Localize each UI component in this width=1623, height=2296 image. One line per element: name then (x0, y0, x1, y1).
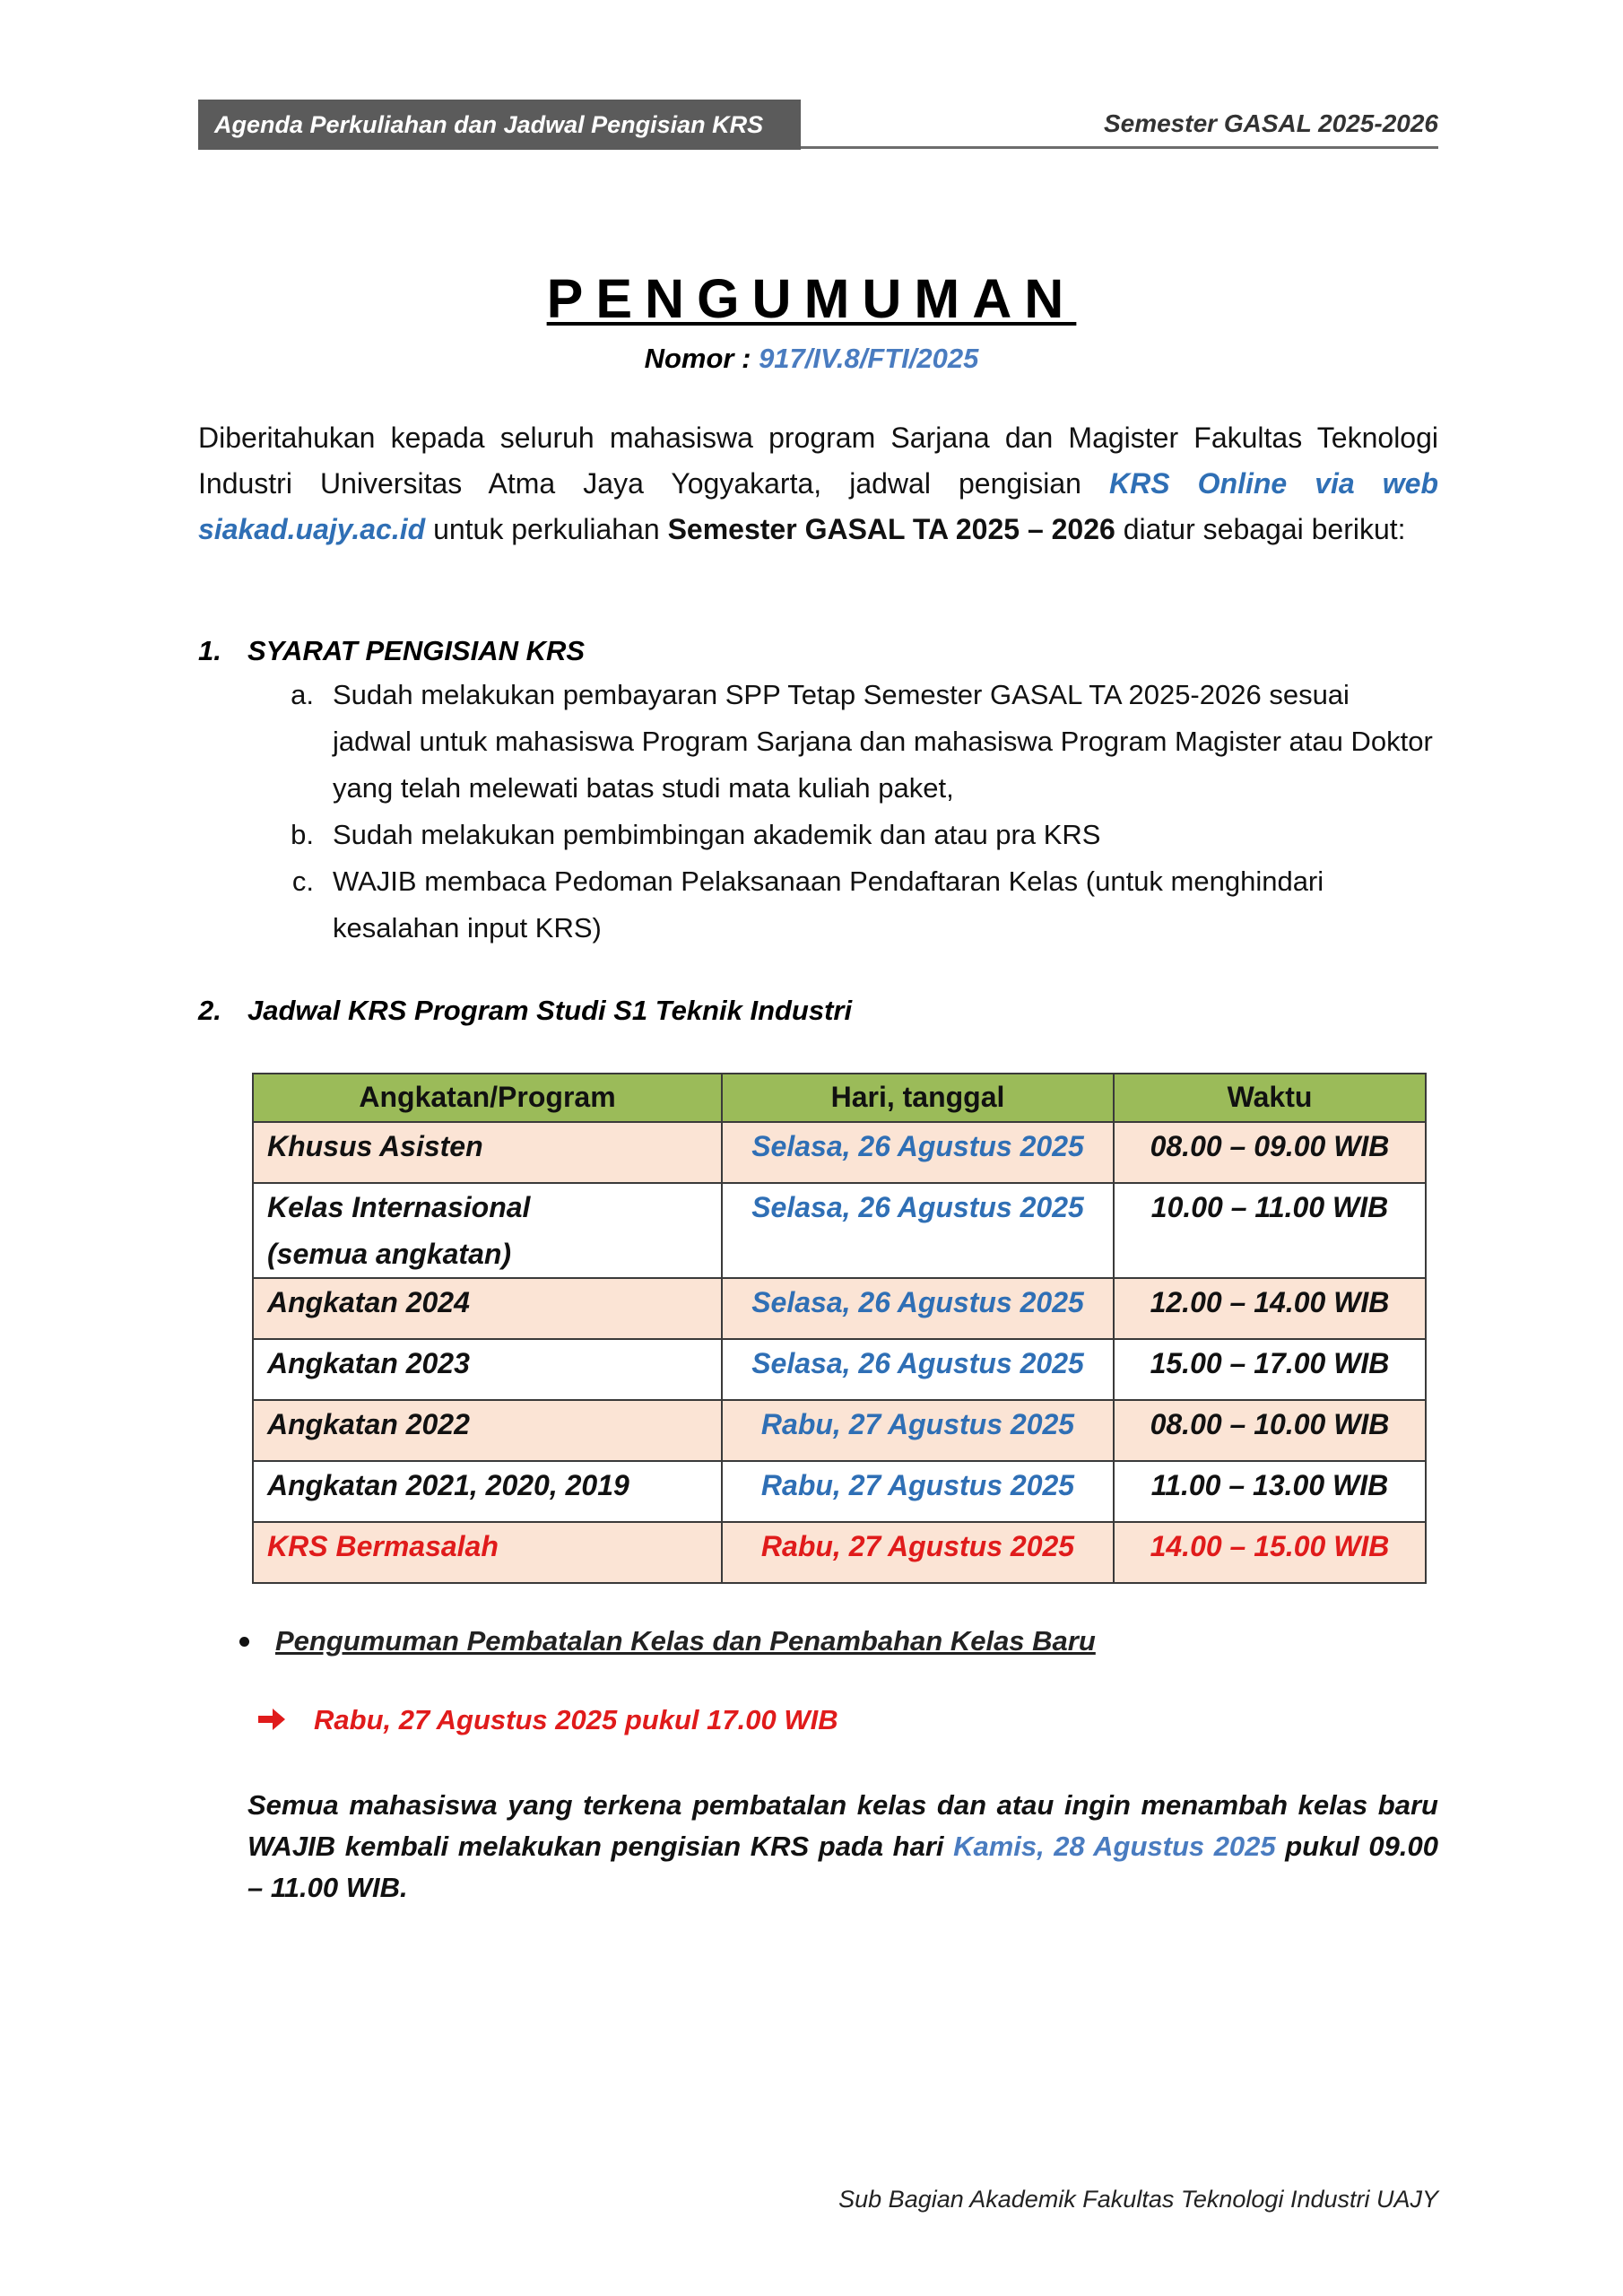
cell-program (253, 1183, 722, 1278)
list-item-text: WAJIB membaca Pedoman Pelaksanaan Pendaftaran Kelas (untuk menghindari kesalahan input KRS) (333, 865, 1324, 944)
page-title-text: PENGUMUMAN (546, 268, 1077, 329)
document-number-label: Nomor : (644, 343, 751, 374)
intro-text-3: diatur sebagai berikut: (1115, 513, 1406, 545)
intro-semester: Semester GASAL TA 2025 – 2026 (667, 513, 1115, 545)
list-item (278, 672, 1435, 812)
list-marker: c. (291, 865, 314, 897)
table-row (253, 1461, 1426, 1522)
cell-date: Selasa, 26 Agustus 2025 (722, 1122, 1114, 1183)
intro-text-2: untuk perkuliahan (425, 513, 668, 545)
list-marker: a. (291, 679, 314, 710)
cell-date: Selasa, 26 Agustus 2025 (722, 1183, 1114, 1278)
closing-paragraph (247, 1785, 1438, 1909)
list-item-text: Sudah melakukan pembimbingan akademik dan atau pra KRS (333, 819, 1101, 850)
intro-paragraph (198, 415, 1438, 552)
cell-time: 12.00 – 14.00 WIB (1114, 1278, 1426, 1339)
table-row (253, 1122, 1426, 1183)
cell-program: Angkatan 2022 (253, 1400, 722, 1461)
list-item (278, 858, 1435, 952)
closing-text-2: pukul 09.00 – 11.00 WIB. (247, 1831, 1438, 1903)
announcement-date: Rabu, 27 Agustus 2025 pukul 17.00 WIB (314, 1704, 838, 1735)
cell-time: 08.00 – 09.00 WIB (1114, 1122, 1426, 1183)
column-header-program: Angkatan/Program (253, 1074, 722, 1122)
cell-program: KRS Bermasalah (253, 1522, 722, 1583)
cell-date: Selasa, 26 Agustus 2025 (722, 1278, 1114, 1339)
cell-date: Rabu, 27 Agustus 2025 (722, 1461, 1114, 1522)
cell-program: Angkatan 2021, 2020, 2019 (253, 1461, 722, 1522)
cell-program: Angkatan 2024 (253, 1278, 722, 1339)
page-title (0, 265, 1623, 333)
section-2-title: Jadwal KRS Program Studi S1 Teknik Industri (247, 995, 853, 1026)
cell-date: Rabu, 27 Agustus 2025 (722, 1522, 1114, 1583)
krs-online-link[interactable]: KRS Online via web siakad.uajy.ac.id (198, 467, 1438, 545)
table-row (253, 1400, 1426, 1461)
cell-program: Khusus Asisten (253, 1122, 722, 1183)
cell-program-line-2: (semua angkatan) (267, 1238, 512, 1270)
cell-time: 15.00 – 17.00 WIB (1114, 1339, 1426, 1400)
cell-date: Rabu, 27 Agustus 2025 (722, 1400, 1114, 1461)
cell-time: 10.00 – 11.00 WIB (1114, 1183, 1426, 1278)
krs-schedule-table (252, 1073, 1427, 1584)
cell-time: 14.00 – 15.00 WIB (1114, 1522, 1426, 1583)
arrow-right-icon (256, 1706, 287, 1737)
document-number (0, 339, 1623, 378)
section-1-number: 1. (198, 635, 221, 666)
table-row (253, 1183, 1426, 1278)
footer-text: Sub Bagian Akademik Fakultas Teknologi Industri UAJY (838, 2186, 1438, 2213)
cell-program-line-1: Kelas Internasional (267, 1191, 531, 1223)
section-2-number: 2. (198, 995, 221, 1026)
announcement-heading: Pengumuman Pembatalan Kelas dan Penambahan Kelas Baru (275, 1625, 1096, 1657)
header-right-label: Semester GASAL 2025-2026 (1103, 109, 1438, 137)
section-1-title: SYARAT PENGISIAN KRS (247, 635, 586, 666)
bullet-icon (239, 1637, 249, 1647)
header-divider (801, 146, 1438, 149)
list-item-text: Sudah melakukan pembayaran SPP Tetap Semester GASAL TA 2025-2026 sesuai jadwal untuk mahasiswa Program Sarjana dan mahasiswa Program Magister atau Doktor yang telah melewati batas studi mata kuliah paket, (333, 679, 1433, 804)
cell-time: 11.00 – 13.00 WIB (1114, 1461, 1426, 1522)
closing-text-1: Semua mahasiswa yang terkena pembatalan kelas dan atau ingin menambah kelas baru WAJIB kembali melakukan pengisian KRS pada hari (247, 1789, 1438, 1862)
document-number-value: 917/IV.8/FTI/2025 (759, 343, 979, 374)
cell-time: 08.00 – 10.00 WIB (1114, 1400, 1426, 1461)
table-header-row (253, 1074, 1426, 1122)
list-item (278, 812, 1435, 858)
cell-program: Angkatan 2023 (253, 1339, 722, 1400)
header-left-label: Agenda Perkuliahan dan Jadwal Pengisian KRS (198, 100, 801, 150)
column-header-time: Waktu (1114, 1074, 1426, 1122)
column-header-date: Hari, tanggal (722, 1074, 1114, 1122)
table-row (253, 1278, 1426, 1339)
closing-date: Kamis, 28 Agustus 2025 (953, 1831, 1276, 1862)
requirements-list (278, 672, 1435, 952)
table-row (253, 1522, 1426, 1583)
cell-date: Selasa, 26 Agustus 2025 (722, 1339, 1114, 1400)
table-row (253, 1339, 1426, 1400)
intro-text-1: Diberitahukan kepada seluruh mahasiswa program Sarjana dan Magister Fakultas Teknologi Industri Universitas Atma Jaya Yogyakarta, jadwal pengisian (198, 422, 1438, 500)
list-marker: b. (291, 819, 314, 850)
